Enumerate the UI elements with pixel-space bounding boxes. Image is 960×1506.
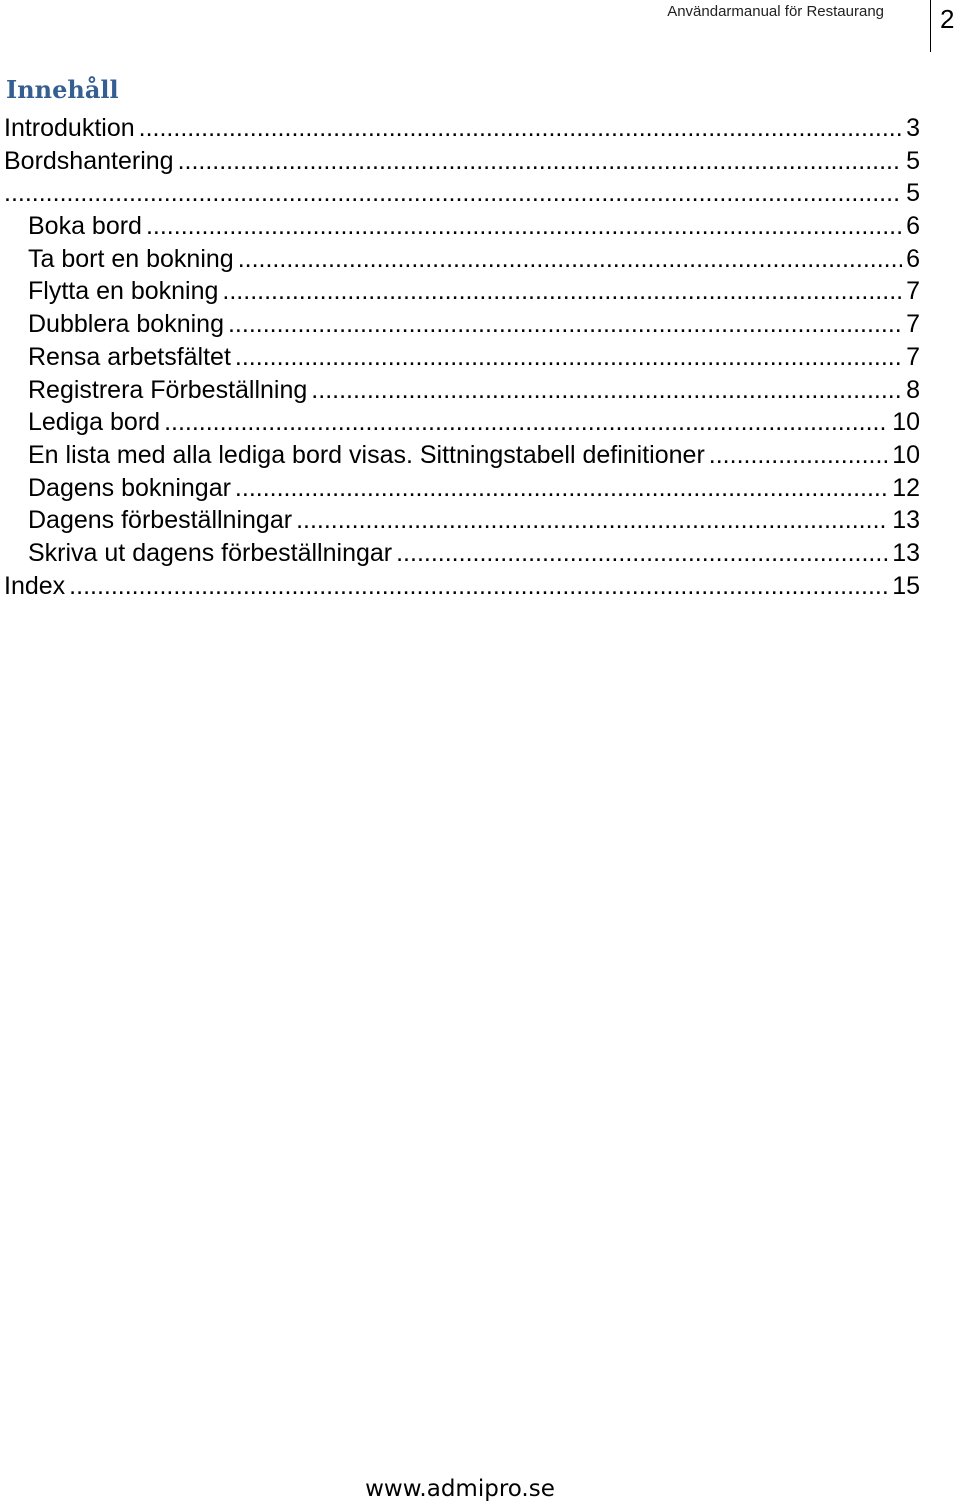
- toc-entry-page: 10: [892, 440, 920, 469]
- toc-entry[interactable]: [4, 504, 920, 537]
- toc-entry-text: En lista med alla lediga bord visas. Sittningstabell definitioner: [28, 440, 705, 469]
- toc-entry-page: 10: [892, 408, 920, 437]
- footer-url: www.admipro.se: [365, 1476, 555, 1502]
- table-of-contents: [4, 112, 920, 602]
- toc-entry[interactable]: [4, 374, 920, 407]
- toc-entry[interactable]: [4, 243, 920, 276]
- toc-entry-text: Bordshantering: [4, 146, 174, 175]
- toc-entry-page: 13: [892, 506, 920, 535]
- toc-leader-dots: [4, 177, 902, 210]
- toc-leader-dots: [238, 243, 902, 276]
- toc-heading: Innehåll: [6, 75, 119, 104]
- toc-entry[interactable]: [4, 308, 920, 341]
- toc-entry-text: Boka bord: [28, 212, 142, 241]
- toc-entry[interactable]: [4, 112, 920, 145]
- toc-entry-page: 12: [892, 473, 920, 502]
- header-title: Användarmanual för Restaurang: [667, 3, 884, 20]
- toc-leader-dots: [235, 472, 888, 505]
- toc-entry[interactable]: [4, 177, 920, 210]
- toc-entry-page: 7: [906, 342, 920, 371]
- toc-entry[interactable]: [4, 210, 920, 243]
- toc-entry[interactable]: [4, 406, 920, 439]
- header-divider: [930, 0, 931, 52]
- toc-entry[interactable]: [4, 341, 920, 374]
- toc-leader-dots: [222, 275, 902, 308]
- toc-entry-text: Introduktion: [4, 114, 135, 142]
- toc-leader-dots: [139, 112, 902, 145]
- toc-leader-dots: [178, 145, 903, 178]
- toc-entry-text: Lediga bord: [28, 408, 161, 437]
- toc-entry-text: Skriva ut dagens förbeställningar: [28, 538, 393, 567]
- toc-entry-page: 5: [906, 146, 920, 175]
- toc-entry-page: 15: [892, 571, 920, 600]
- toc-entry[interactable]: [4, 439, 920, 472]
- toc-entry-text: Rensa arbetsfältet: [28, 342, 231, 371]
- toc-leader-dots: [146, 210, 902, 243]
- toc-entry-page: 6: [906, 212, 920, 241]
- toc-leader-dots: [311, 374, 902, 407]
- toc-leader-dots: [296, 504, 888, 537]
- toc-entry[interactable]: [4, 537, 920, 570]
- page-number: 2: [940, 4, 955, 34]
- toc-entry-page: 3: [906, 114, 920, 142]
- toc-entry-text: Ta bort en bokning: [28, 244, 234, 273]
- toc-leader-dots: [228, 308, 902, 341]
- toc-entry-page: 13: [892, 538, 920, 567]
- toc-leader-dots: [235, 341, 902, 374]
- toc-entry-text: Dagens förbeställningar: [28, 506, 293, 535]
- toc-leader-dots: [396, 537, 888, 570]
- toc-entry-text: Dubblera bokning: [28, 310, 224, 339]
- toc-entry-page: 7: [906, 277, 920, 306]
- toc-entry[interactable]: [4, 275, 920, 308]
- toc-leader-dots: [164, 406, 888, 439]
- toc-entry-page: 6: [906, 244, 920, 273]
- page-header: [0, 0, 960, 56]
- toc-entry[interactable]: [4, 145, 920, 178]
- toc-entry[interactable]: [4, 472, 920, 505]
- toc-entry-text: Dagens bokningar: [28, 473, 231, 502]
- toc-entry-page: 5: [906, 179, 920, 208]
- toc-leader-dots: [709, 439, 888, 472]
- toc-leader-dots: [69, 570, 888, 603]
- toc-entry-page: 7: [906, 310, 920, 339]
- toc-entry-page: 8: [906, 375, 920, 404]
- toc-entry-text: Index: [4, 571, 66, 600]
- toc-entry-text: Flytta en bokning: [28, 277, 219, 306]
- toc-entry[interactable]: [4, 570, 920, 603]
- toc-entry-text: Registrera Förbeställning: [28, 375, 308, 404]
